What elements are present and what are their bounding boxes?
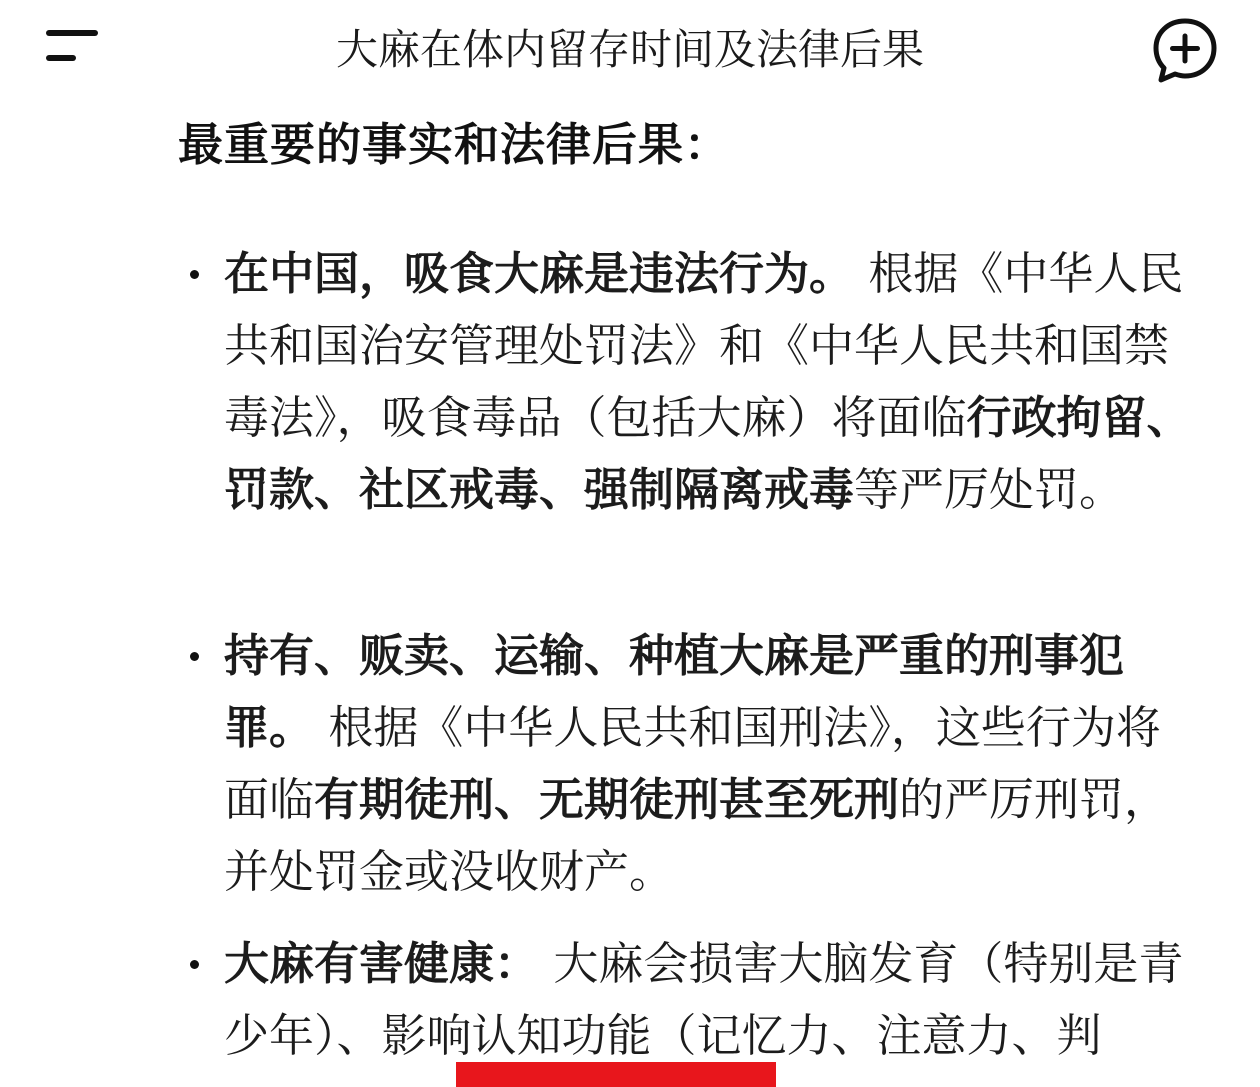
bullet-icon	[190, 652, 199, 661]
list-item	[224, 928, 1204, 1072]
body-text: 根据《中华人民共和国治安管理处罚法》和《中华人民共和国禁毒法》，吸食毒品（包括大麻）将面临	[224, 247, 1184, 444]
message-content	[0, 100, 1260, 1087]
new-chat-button[interactable]	[1148, 14, 1224, 86]
top-bar	[0, 0, 1260, 100]
bold-text: 大麻有害健康：	[224, 937, 540, 990]
bold-text: 有期徒刑、无期徒刑甚至死刑	[314, 773, 900, 826]
bold-text: 行政拘留、罚款、社区戒毒、强制隔离戒毒	[224, 391, 1192, 516]
list-item	[224, 620, 1204, 908]
body-text: 根据《中华人民共和国刑法》，这些行为将面临	[224, 701, 1161, 826]
bullet-icon	[190, 960, 199, 969]
section-heading: 最重要的事实和法律后果：	[178, 118, 731, 171]
menu-button[interactable]	[40, 24, 104, 72]
list-item	[224, 238, 1204, 526]
bullet-icon	[190, 270, 199, 279]
new-chat-plus-icon	[1148, 14, 1224, 86]
body-text: 等严厉处罚。	[854, 463, 1125, 516]
red-overlay-bar	[456, 1062, 776, 1087]
bold-text: 持有、贩卖、运输、种植大麻是严重的刑事犯罪。	[224, 629, 1125, 754]
bold-text: 在中国，吸食大麻是违法行为。	[224, 247, 855, 300]
body-text: 的严厉刑罚，并处罚金或没收财产。	[224, 773, 1170, 898]
conversation-title: 大麻在体内留存时间及法律后果	[335, 25, 924, 74]
body-text: 大麻会损害大脑发育（特别是青少年）、影响认知功能（记忆力、注意力、判	[224, 937, 1184, 1062]
